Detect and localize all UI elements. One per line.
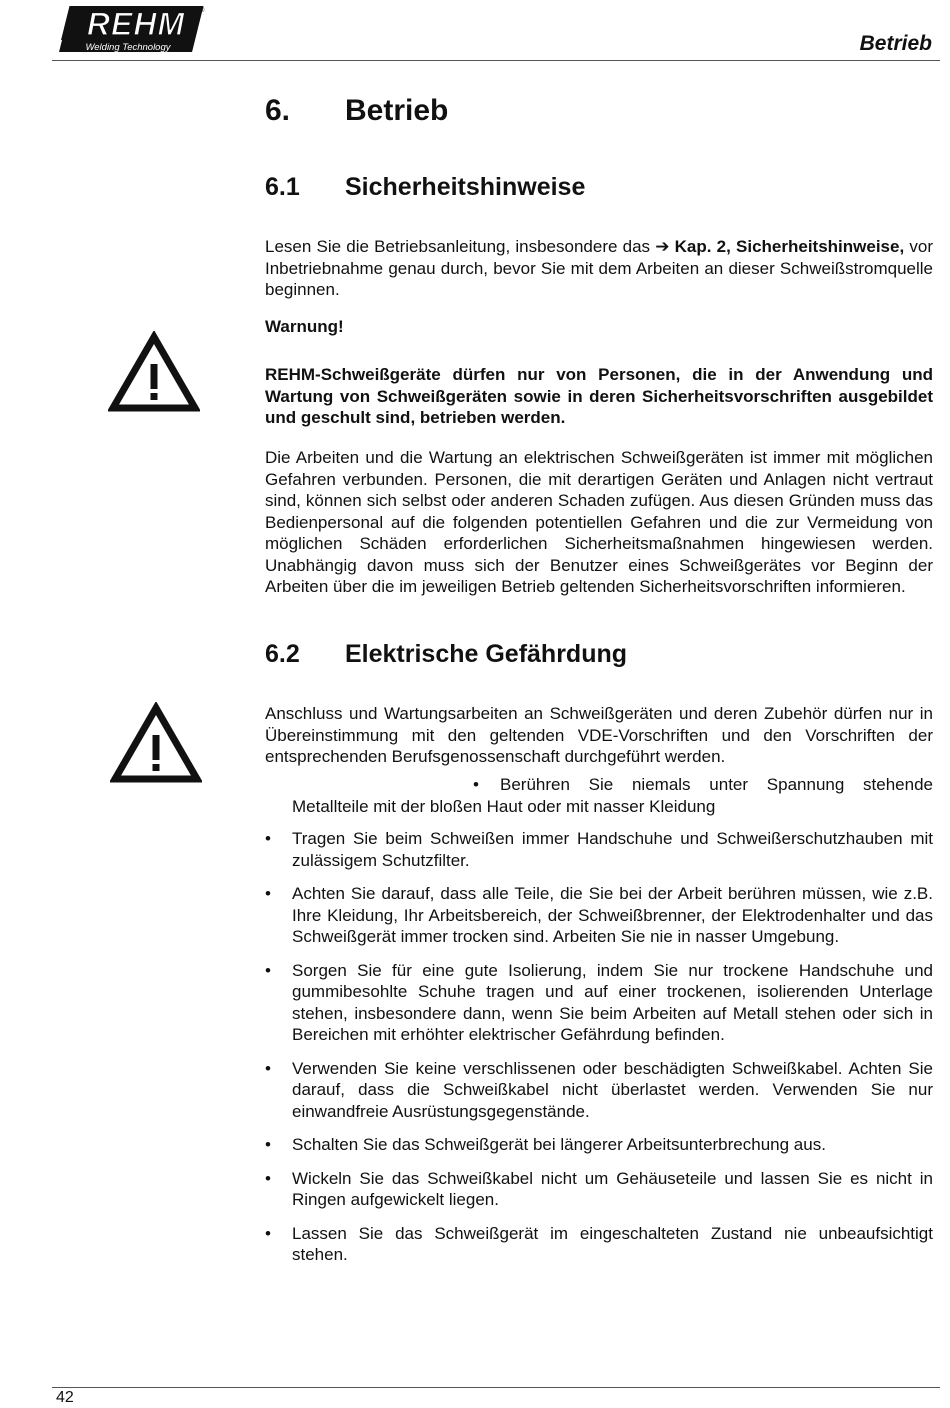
chapter-reference-link[interactable]: Kap. 2, Sicherheitshinweise, — [669, 237, 905, 256]
section-heading-6-1 — [265, 173, 585, 202]
page-number: 42 — [56, 1389, 74, 1406]
list-item-text: Achten Sie darauf, dass alle Teile, die Sie bei der Arbeit berühren müssen, wie z.B. Ihre Kleidung, Ihr Arbeitsbereich, der Schweißbrenner, der Elektrodenhalter und das Schweißgerät immer trocken sind. Arbeiten Sie nie in nasser Umgebung. — [292, 884, 933, 946]
section-title: Elektrische Gefährdung — [345, 640, 628, 668]
list-item-text: Lassen Sie das Schweißgerät im eingeschalteten Zustand nie unbeaufsichtigt stehen. — [292, 1223, 933, 1264]
list-item — [265, 1134, 933, 1156]
list-item — [265, 960, 933, 1046]
list-item — [265, 883, 933, 948]
first-bullet-line-1: Berühren Sie niemals unter Spannung stehende — [500, 775, 933, 794]
rehm-logo — [56, 4, 208, 54]
header-chapter-title: Betrieb — [859, 32, 932, 55]
bullet-dot: • — [265, 884, 271, 903]
list-item-text: Sorgen Sie für eine gute Isolierung, indem Sie nur trockene Handschuhe und gummibesohlte Schuhe tragen und auf einer trockenen, isolierenden Unterlage stehen, insbesondere dann, wenn Sie beim Arbeiten auf Metall stehen oder sich in Bereichen mit erhöhter elektrischer Gefährdung befinden. — [292, 960, 933, 1044]
warning-triangle-icon — [108, 331, 200, 413]
section-number: 6.1 — [265, 173, 300, 201]
bullet-dot: • — [473, 775, 479, 794]
arrow-right-icon: ➔ — [655, 237, 670, 256]
warning-label: Warnung! — [265, 317, 344, 336]
intro-text-end: vor Inbetriebnahme genau durch, bevor Sie mit dem Arbeiten an dieser Schweißstromquelle beginnen. — [265, 237, 933, 299]
logo-text: REHM — [86, 6, 186, 42]
intro-text-start: Lesen Sie die Betriebsanleitung, insbesondere das — [265, 237, 656, 256]
logo-subtext: Welding Technology — [85, 42, 171, 53]
first-bullet-item — [292, 774, 933, 817]
list-item — [265, 1168, 933, 1211]
header-divider — [52, 60, 940, 61]
section-title: Sicherheitshinweise — [345, 173, 586, 201]
chapter-number: 6. — [265, 94, 291, 127]
logo-registered-mark: ® — [200, 8, 205, 14]
section-number: 6.2 — [265, 640, 300, 668]
list-item — [265, 1223, 933, 1266]
list-item — [265, 828, 933, 871]
bullet-dot: • — [265, 1135, 271, 1154]
list-item-text: Wickeln Sie das Schweißkabel nicht um Gehäuseteile und lassen Sie es nicht in Ringen aufgewickelt liegen. — [292, 1168, 933, 1209]
first-bullet-line-2: Metallteile mit der bloßen Haut oder mit nasser Kleidung — [292, 796, 716, 816]
warning-triangle-icon-2 — [110, 702, 202, 784]
list-item-text: Schalten Sie das Schweißgerät bei längerer Arbeitsunterbrechung aus. — [292, 1135, 826, 1154]
bullet-dot: • — [265, 1058, 271, 1078]
footer-divider — [52, 1387, 940, 1388]
section-heading-6-2 — [265, 640, 627, 669]
list-item — [265, 1058, 933, 1123]
electrical-intro-paragraph: Anschluss und Wartungsarbeiten an Schweißgeräten und deren Zubehör dürfen nur in Übereinstimmung mit den geltenden VDE-Vorschriften und den Vorschriften der entsprechenden Berufsgenossenschaft durchgeführt werden. — [265, 704, 933, 766]
safety-bullet-list — [265, 828, 933, 1278]
list-item-text: Verwenden Sie keine verschlissenen oder beschädigten Schweißkabel. Achten Sie darauf, dass die Schweißkabel nicht überlastet werden. Verwenden Sie nur einwandfreie Ausrüstungsgegenstände. — [292, 1058, 933, 1121]
bullet-dot: • — [265, 1223, 271, 1243]
list-item-text: Tragen Sie beim Schweißen immer Handschuhe und Schweißerschutzhauben mit zulässigem Schutzfilter. — [292, 829, 933, 870]
chapter-title: Betrieb — [345, 94, 449, 127]
chapter-heading — [265, 94, 448, 128]
intro-paragraph — [265, 236, 933, 301]
body-paragraph: Die Arbeiten und die Wartung an elektrischen Schweißgeräten ist immer mit möglichen Gefahren verbunden. Personen, die mit derartigen Geräten und Anlagen nicht vertraut sind, können sich selbst oder anderen Schaden zufügen. Aus diesen Gründen muss das Bedienpersonal auf die folgenden potentiellen Gefahren und die zur Vermeidung von möglichen Schäden erforderlichen Sicherheitsmaßnahmen hingewiesen werden. Unabhängig davon muss sich der Benutzer eines Schweißgerätes vor Beginn der Arbeiten über die im jeweiligen Betrieb geltenden Sicherheitsvorschriften informieren. — [265, 448, 933, 596]
bullet-dot: • — [265, 829, 271, 848]
bullet-dot: • — [265, 960, 271, 980]
warning-text: REHM-Schweißgeräte dürfen nur von Personen, die in der Anwendung und Wartung von Schweißgeräten sowie in deren Sicherheitsvorschriften ausgebildet und geschult sind, betrieben werden. — [265, 365, 933, 427]
bullet-dot: • — [265, 1168, 271, 1188]
